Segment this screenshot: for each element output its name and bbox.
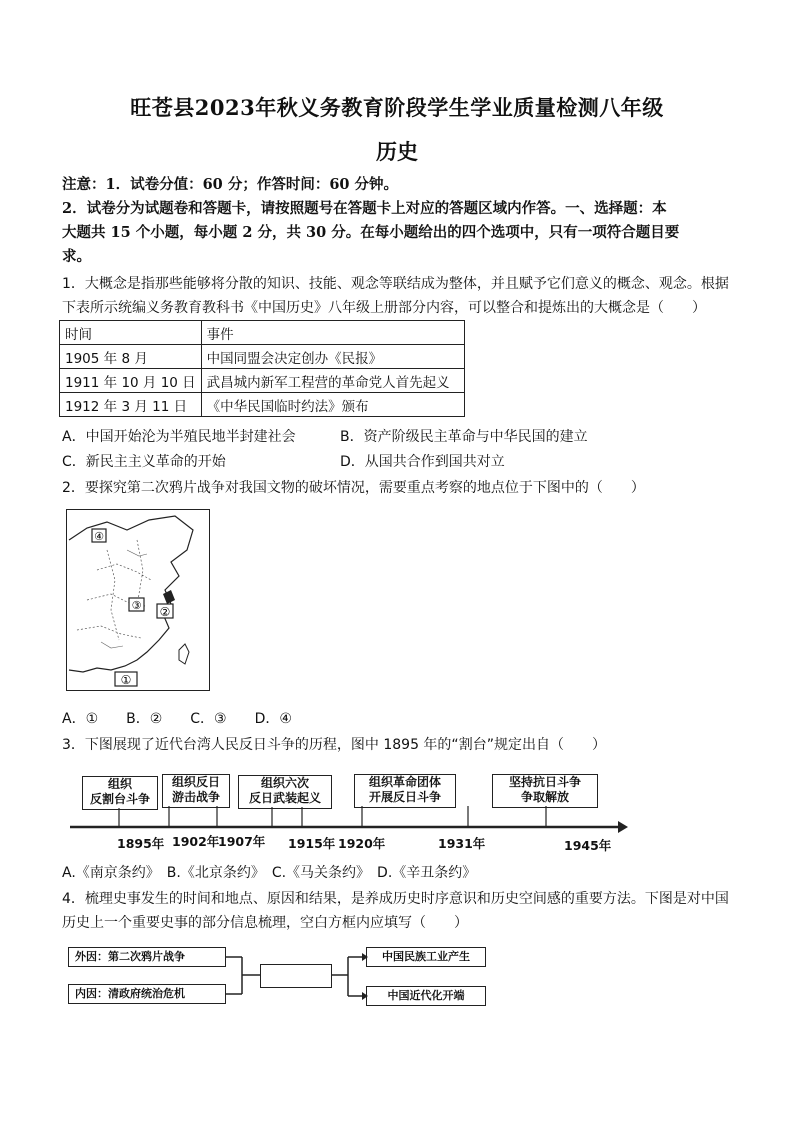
timeline-box-text: 反割台斗争 xyxy=(89,792,150,806)
map-marker-4 xyxy=(92,529,106,543)
timeline-box-text: 开展反日斗争 xyxy=(368,790,441,804)
map-marker-2 xyxy=(157,604,173,619)
timeline-box-text: 坚持抗日斗争 xyxy=(508,775,581,789)
table-row xyxy=(60,345,465,369)
q1-stem-line-1: 1．大概念是指那些能够将分散的知识、技能、观念等联结成为整体，并且赋予它们意义的概念、观念。根据 xyxy=(62,276,729,292)
china-map xyxy=(66,509,210,691)
q1-option-b: B．资产阶级民主革命与中华民国的建立 xyxy=(340,429,588,445)
timeline-year: 1895年 xyxy=(117,836,165,851)
q3-options: A.《南京条约》 B.《北京条约》 C.《马关条约》 D.《辛丑条约》 xyxy=(62,865,477,881)
q2-stem: 2．要探究第二次鸦片战争对我国文物的破坏情况，需要重点考察的地点位于下图中的（ ） xyxy=(62,480,645,496)
timeline-year: 1931年 xyxy=(438,836,486,851)
timeline-box-text: 组织革命团体 xyxy=(368,775,441,789)
timeline-year: 1902年 xyxy=(172,834,220,849)
timeline-box-text: 组织反日 xyxy=(171,775,220,789)
table-cell-event: 武昌城内新军工程营的革命党人首先起义 xyxy=(201,369,464,393)
q1-option-d: D．从国共合作到国共对立 xyxy=(340,454,505,470)
page-title: 旺苍县2023年秋义务教育阶段学生学业质量检测八年级 xyxy=(130,95,664,120)
q1-stem-line-2: 下表所示统编义务教育教科书《中国历史》八年级上册部分内容，可以整合和提炼出的大概念是（ ） xyxy=(62,300,706,316)
map-label-2: ② xyxy=(159,605,171,619)
taiwan-timeline xyxy=(62,766,642,856)
timeline-box-text: 游击战争 xyxy=(171,790,220,804)
table-cell-event: 《中华民国临时约法》颁布 xyxy=(201,393,464,417)
cause-effect-diagram xyxy=(66,944,496,1014)
q1-option-a: A．中国开始沦为半殖民地半封建社会 xyxy=(62,429,296,445)
map-label-4: ④ xyxy=(94,530,104,543)
map-label-1: ① xyxy=(120,673,132,687)
timeline-year: 1907年 xyxy=(218,834,266,849)
map-marker-1 xyxy=(115,672,137,687)
map-drawing xyxy=(67,510,209,690)
timeline-year: 1920年 xyxy=(338,836,386,851)
diagram-connectors xyxy=(66,944,496,1014)
table-cell-time: 1911 年 10 月 10 日 xyxy=(60,369,202,393)
timeline-year: 1915年 xyxy=(288,836,336,851)
q3-stem: 3．下图展现了近代台湾人民反日斗争的历程，图中 1895 年的“割台”规定出自（ ） xyxy=(62,737,606,753)
diagram-external-cause: 外因：第二次鸦片战争 xyxy=(68,947,226,967)
timeline-box-text: 组织六次 xyxy=(260,776,309,790)
subject-title: 历史 xyxy=(376,139,418,164)
table-row xyxy=(60,393,465,417)
map-marker-3 xyxy=(129,598,144,612)
table-cell-event: 中国同盟会决定创办《民报》 xyxy=(201,345,464,369)
table-header-row xyxy=(60,321,465,345)
table-cell-time: 1912 年 3 月 11 日 xyxy=(60,393,202,417)
table-cell-time: 1905 年 8 月 xyxy=(60,345,202,369)
map-label-3: ③ xyxy=(131,599,142,612)
notice-line-3: 大题共 15 个小题，每小题 2 分，共 30 分。在每小题给出的四个选项中，只有一项符合题目要 xyxy=(62,224,680,241)
notice-line-2: 2．试卷分为试题卷和答题卡，请按照题号在答题卡上对应的答题区域内作答。一、选择题：本 xyxy=(62,200,667,217)
notice-line-1: 注意：1．试卷分值：60 分；作答时间：60 分钟。 xyxy=(62,176,399,193)
q4-stem-line-2: 历史上一个重要史事的部分信息梳理，空白方框内应填写（ ） xyxy=(62,915,468,931)
q1-table xyxy=(59,320,465,417)
q1-option-c: C．新民主主义革命的开始 xyxy=(62,454,226,470)
diagram-result-bottom: 中国近代化开端 xyxy=(366,986,486,1006)
timeline-year: 1945年 xyxy=(564,838,612,853)
timeline-box-text: 反日武装起义 xyxy=(248,791,321,805)
timeline-box-text: 争取解放 xyxy=(520,790,569,804)
diagram-internal-cause: 内因：清政府统治危机 xyxy=(68,984,226,1004)
table-header-time: 时间 xyxy=(60,321,202,345)
diagram-result-top: 中国民族工业产生 xyxy=(366,947,486,967)
table-row xyxy=(60,369,465,393)
q4-stem-line-1: 4．梳理史事发生的时间和地点、原因和结果，是养成历史时序意识和历史空间感的重要方法。下图是对中国 xyxy=(62,891,729,907)
timeline-box-text: 组织 xyxy=(107,777,132,791)
table-header-event: 事件 xyxy=(201,321,464,345)
notice-line-4: 求。 xyxy=(62,248,91,265)
q2-options: A．① B．② C．③ D．④ xyxy=(62,711,292,727)
